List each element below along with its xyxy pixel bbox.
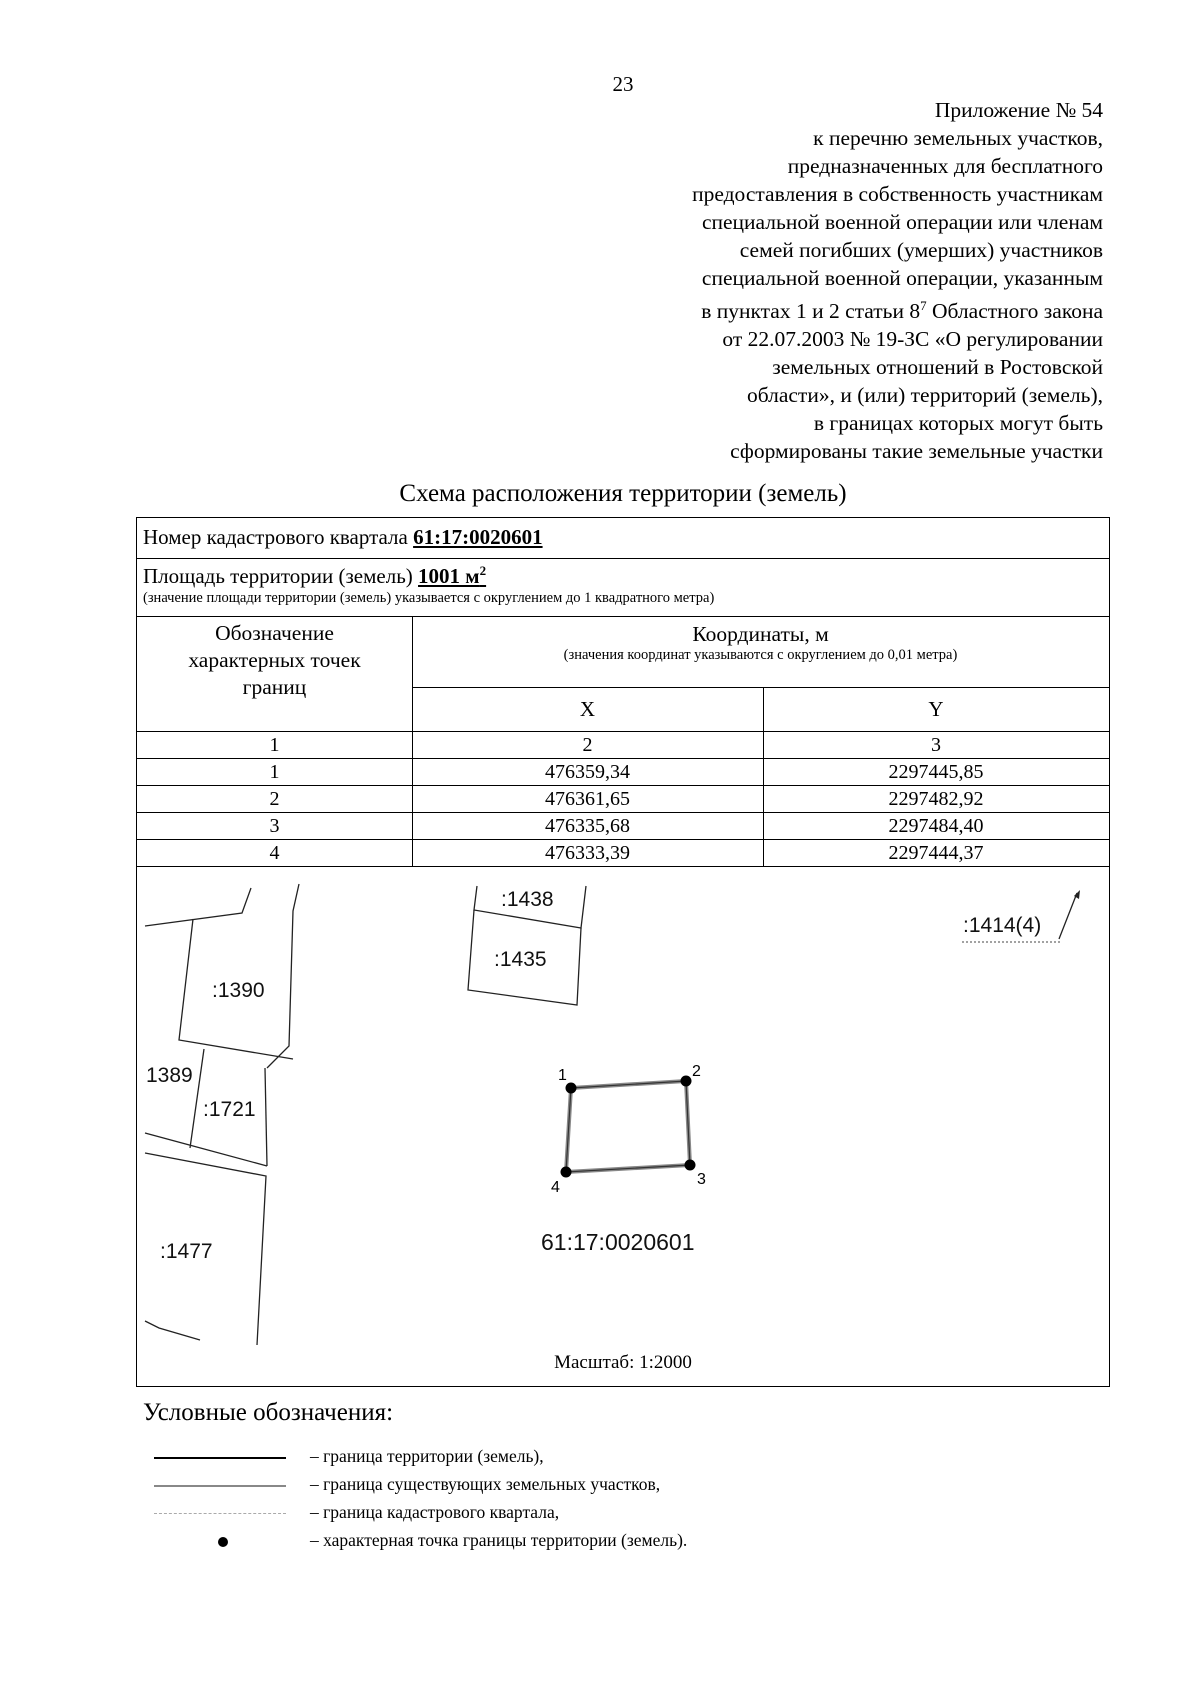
vertex-label: 4 [551, 1179, 560, 1196]
vertex-label: 3 [697, 1171, 706, 1188]
column-number: 1 [269, 734, 280, 756]
x-cell: 476335,68 [545, 815, 630, 837]
vertex-point [685, 1160, 696, 1171]
appendix-line: предоставления в собственность участникам [692, 182, 1103, 206]
vertex-point [566, 1083, 577, 1094]
parcel-boundary [145, 1321, 200, 1340]
parcel-label: :1435 [494, 948, 547, 971]
legend-title: Условные обозначения: [143, 1399, 394, 1426]
kvartal-value: 61:17:0020601 [413, 525, 543, 549]
appendix-line: специальной военной операции или членам [701, 210, 1103, 234]
y-cell: 2297482,92 [888, 788, 984, 810]
area-label: Площадь территории (земель) [143, 564, 413, 588]
legend-text: – граница территории (земель), [310, 1446, 544, 1466]
appendix-line: семей погибших (умерших) участников [739, 238, 1103, 262]
y-cell: 2297445,85 [888, 761, 984, 783]
parcel-boundary [145, 1133, 267, 1166]
appendix-line: Приложение № 54 [934, 98, 1103, 122]
appendix-line: от 22.07.2003 № 19-ЗС «О регулировании [722, 327, 1103, 352]
kvartal-label: Номер кадастрового квартала [143, 525, 408, 549]
parcel-label: :1477 [160, 1240, 213, 1263]
scheme-title: Схема расположения территории (земель) [399, 480, 847, 507]
parcel-label: :1721 [203, 1098, 256, 1121]
area-note: (значение площади территории (земель) указывается с округлением до 1 квадратного метра) [143, 590, 715, 606]
parcel-label: :1390 [212, 979, 265, 1002]
coords-note: (значения координат указываются с округлением до 0,01 метра) [563, 647, 958, 663]
article-superscript: 7 [920, 298, 927, 313]
territory-boundary [566, 1081, 690, 1172]
legend-solid-gray-line [154, 1485, 286, 1487]
y-cell: 2297484,40 [888, 815, 984, 837]
x-cell: 476359,34 [545, 761, 630, 783]
x-header: X [579, 697, 596, 721]
column-number: 3 [931, 734, 941, 756]
legend-dashed-gray-line [154, 1513, 286, 1514]
appendix-line: области», и (или) территорий (земель), [746, 383, 1103, 408]
coords-header-text: Координаты, м [692, 622, 829, 646]
point-header-line: границ [242, 675, 307, 699]
legend-text: – граница кадастрового квартала, [310, 1502, 560, 1522]
area-superscript: 2 [479, 563, 487, 578]
point-header-line: характерных точек [188, 648, 361, 672]
legend-solid-black-line [154, 1457, 286, 1459]
vertex-point [681, 1076, 692, 1087]
vertex-label: 2 [692, 1063, 701, 1080]
appendix-line: сформированы такие земельные участки [730, 439, 1103, 464]
kvartal-map-label: 61:17:0020601 [541, 1229, 695, 1255]
y-header: Y [928, 697, 944, 721]
column-number: 2 [582, 734, 593, 756]
x-cell: 476361,65 [545, 788, 630, 810]
parcel-label: :1414(4) [963, 914, 1042, 937]
map-scale: Масштаб: 1:2000 [554, 1352, 692, 1373]
appendix-line: предназначенных для бесплатного [787, 154, 1103, 178]
territory-vertices [561, 1076, 696, 1178]
territory-existing-boundary [566, 1081, 690, 1172]
area-number: 1001 м [418, 564, 480, 588]
page-number: 23 [612, 72, 634, 96]
point-cell: 1 [269, 761, 280, 783]
vertex-point [561, 1167, 572, 1178]
parcel-boundary [265, 1068, 267, 1166]
point-header-line: Обозначение [215, 621, 334, 645]
legend-dot-icon [218, 1537, 228, 1547]
point-cell: 4 [269, 842, 280, 864]
x-cell: 476333,39 [545, 842, 630, 864]
point-cell: 2 [269, 788, 280, 810]
y-cell: 2297444,37 [888, 842, 984, 864]
parcel-label: :1438 [501, 888, 554, 911]
parcel-label: 1389 [146, 1064, 193, 1087]
law-name: Областного закона [932, 299, 1103, 324]
legend-text: – характерная точка границы территории (земель). [310, 1530, 688, 1550]
parcel-labels [146, 888, 1041, 1263]
appendix-line: к перечню земельных участков, [813, 126, 1103, 150]
article-ref: в пунктах 1 и 2 статьи 8 [701, 299, 921, 324]
parcel-boundary [267, 884, 299, 1068]
appendix-line: в границах которых могут быть [813, 411, 1103, 436]
legend-text: – граница существующих земельных участков, [310, 1474, 661, 1494]
appendix-line: специальной военной операции, указанным [701, 266, 1103, 290]
point-cell: 3 [269, 815, 280, 837]
neighbor-parcels [145, 884, 1077, 1345]
appendix-line: земельных отношений в Ростовской [772, 355, 1103, 380]
vertex-label: 1 [558, 1067, 567, 1084]
parcel-boundary [1059, 893, 1077, 939]
parcel-boundary [145, 888, 251, 926]
